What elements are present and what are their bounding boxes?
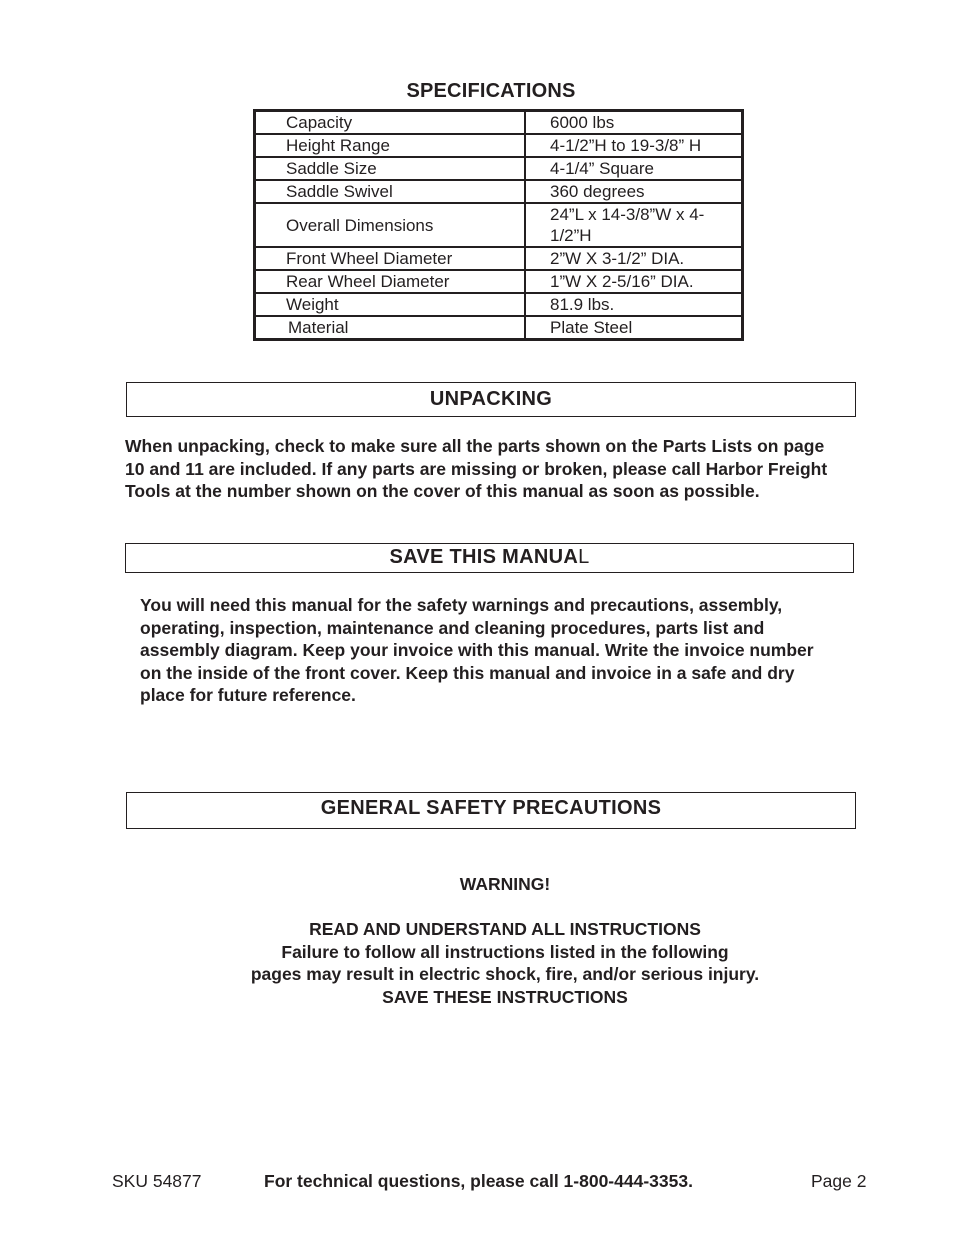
spec-value: 4-1/4” Square [525, 157, 743, 180]
paragraph-line: on the inside of the front cover. Keep this manual and invoice in a safe and dry [140, 662, 795, 683]
save-manual-heading-tail: L [578, 546, 590, 568]
table-row [255, 270, 743, 293]
spec-value: 1”W X 2-5/16” DIA. [525, 270, 743, 293]
spec-label: Overall Dimensions [255, 203, 526, 247]
table-row [255, 111, 743, 135]
footer-sku: SKU 54877 [112, 1171, 202, 1191]
spec-label: Material [255, 316, 526, 340]
table-row [255, 316, 743, 340]
spec-value: 2”W X 3-1/2” DIA. [525, 247, 743, 270]
general-safety-heading: GENERAL SAFETY PRECAUTIONS [320, 797, 662, 819]
specifications-table [253, 109, 744, 341]
paragraph-line: You will need this manual for the safety warnings and precautions, assembly, [140, 595, 783, 615]
spec-value: 360 degrees [525, 180, 743, 203]
paragraph-line: Tools at the number shown on the cover of this manual as soon as possible. [125, 481, 760, 501]
spec-label: Saddle Swivel [255, 180, 526, 203]
footer-page-number: Page 2 [811, 1171, 867, 1191]
spec-label: Height Range [255, 134, 526, 157]
table-row [255, 157, 743, 180]
paragraph-line: assembly diagram. Keep your invoice with this manual. Write the invoice number [140, 640, 814, 660]
paragraph-line: When unpacking, check to make sure all the parts shown on the Parts Lists on page [125, 436, 825, 456]
warning-line: Failure to follow all instructions listed in the following [281, 941, 729, 962]
paragraph-line: place for future reference. [140, 685, 356, 705]
save-manual-paragraph [140, 594, 814, 707]
spec-value: Plate Steel [525, 316, 743, 340]
unpacking-heading-box [126, 382, 856, 417]
spec-label: Weight [255, 293, 526, 316]
specifications-title: SPECIFICATIONS [406, 80, 576, 102]
save-manual-heading-box [125, 543, 854, 573]
spec-value: 81.9 lbs. [525, 293, 743, 316]
spec-label: Capacity [255, 111, 526, 135]
table-row [255, 247, 743, 270]
table-row [255, 203, 743, 247]
warning-line: pages may result in electric shock, fire, and/or serious injury. [250, 964, 760, 984]
table-row [255, 134, 743, 157]
spec-value: 24”L x 14-3/8”W x 4-1/2”H [525, 203, 743, 247]
general-safety-heading-box [126, 792, 856, 829]
warning-label: WARNING! [459, 874, 551, 894]
paragraph-line: 10 and 11 are included. If any parts are missing or broken, please call Harbor Freight [125, 458, 828, 479]
save-manual-heading: SAVE THIS MANUA [389, 546, 579, 568]
spec-label: Saddle Size [255, 157, 526, 180]
table-row [255, 180, 743, 203]
warning-line: READ AND UNDERSTAND ALL INSTRUCTIONS [309, 919, 701, 939]
footer-phone-note: For technical questions, please call 1-800-444-3353. [264, 1171, 693, 1191]
spec-label: Rear Wheel Diameter [255, 270, 526, 293]
warning-text [0, 918, 954, 1008]
warning-line: SAVE THESE INSTRUCTIONS [382, 986, 628, 1007]
unpacking-heading: UNPACKING [429, 388, 553, 410]
spec-value: 4-1/2”H to 19-3/8” H [525, 134, 743, 157]
paragraph-line: operating, inspection, maintenance and cleaning procedures, parts list and [140, 617, 765, 638]
unpacking-paragraph [125, 435, 827, 503]
table-row [255, 293, 743, 316]
spec-label: Front Wheel Diameter [255, 247, 526, 270]
spec-value: 6000 lbs [525, 111, 743, 135]
